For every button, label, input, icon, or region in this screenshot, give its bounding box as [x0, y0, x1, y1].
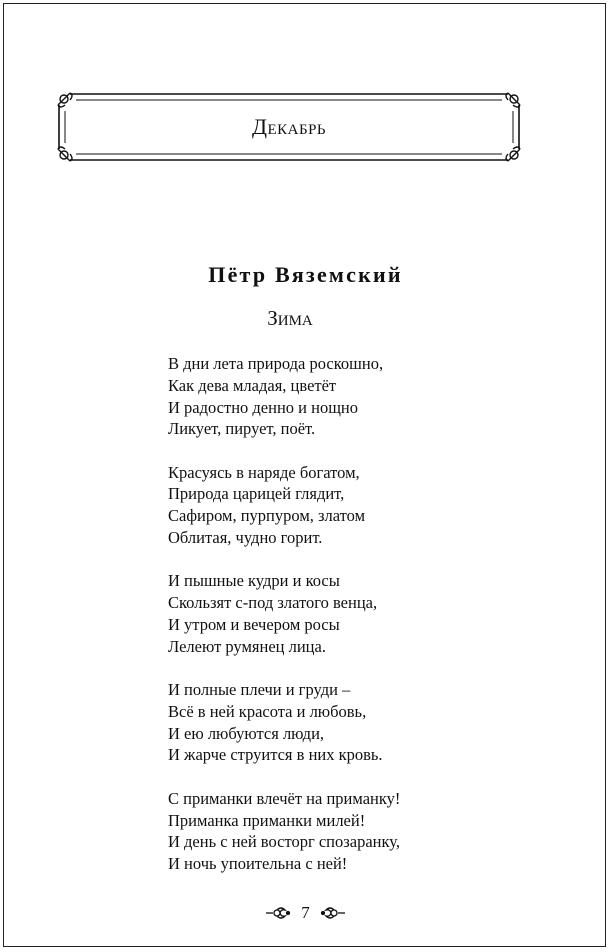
poem-line: И пышные кудри и косы: [168, 571, 340, 591]
poem-line: И жарче струится в них кровь.: [168, 745, 383, 765]
poem-line: С приманки влечёт на приманку!: [168, 788, 401, 808]
poem-line: И утром и вечером росы: [168, 614, 340, 634]
poem-title: Зима: [267, 306, 313, 330]
stanza: [168, 679, 468, 766]
poem-line: Ликует, пирует, поёт.: [168, 419, 316, 439]
poem-line: В дни лета природа роскошно,: [168, 354, 384, 373]
stanza: [168, 788, 468, 875]
chapter-title: Декабрь: [251, 114, 327, 139]
poem-line: Как дева младая, цветёт: [168, 375, 337, 395]
footer-flourish-icon: [320, 905, 346, 921]
poem-line: И полные плечи и груди –: [168, 680, 351, 700]
poem-line: И радостно денно и нощно: [168, 397, 358, 417]
poem-line: И ночь упоительна с ней!: [168, 854, 348, 874]
chapter-header-box: [56, 91, 522, 163]
poem-body: [168, 353, 468, 896]
poem-line: И ею любуются люди,: [168, 723, 325, 743]
poem-line: Природа царицей глядит,: [168, 484, 345, 504]
poem-line: Всё в ней красота и любовь,: [168, 701, 367, 721]
poem-line: Сафиром, пурпуром, златом: [168, 506, 366, 526]
poem-line: И день с ней восторг спозаранку,: [168, 832, 400, 852]
poem-line: Облитая, чудно горит.: [168, 528, 323, 548]
stanza: [168, 353, 468, 440]
poem-line: Красуясь в наряде богатом,: [168, 462, 360, 482]
page-footer: [0, 899, 611, 927]
stanza: [168, 570, 468, 657]
poem-line: Скользят с-под златого венца,: [168, 593, 378, 613]
page-number: 7: [301, 903, 310, 922]
poem-line: Лелеют румянец лица.: [168, 636, 326, 656]
stanza: [168, 462, 468, 549]
poem-line: Приманка приманки милей!: [168, 810, 366, 830]
poem-author: Пётр Вяземский: [208, 262, 403, 287]
footer-flourish-icon: [265, 905, 291, 921]
